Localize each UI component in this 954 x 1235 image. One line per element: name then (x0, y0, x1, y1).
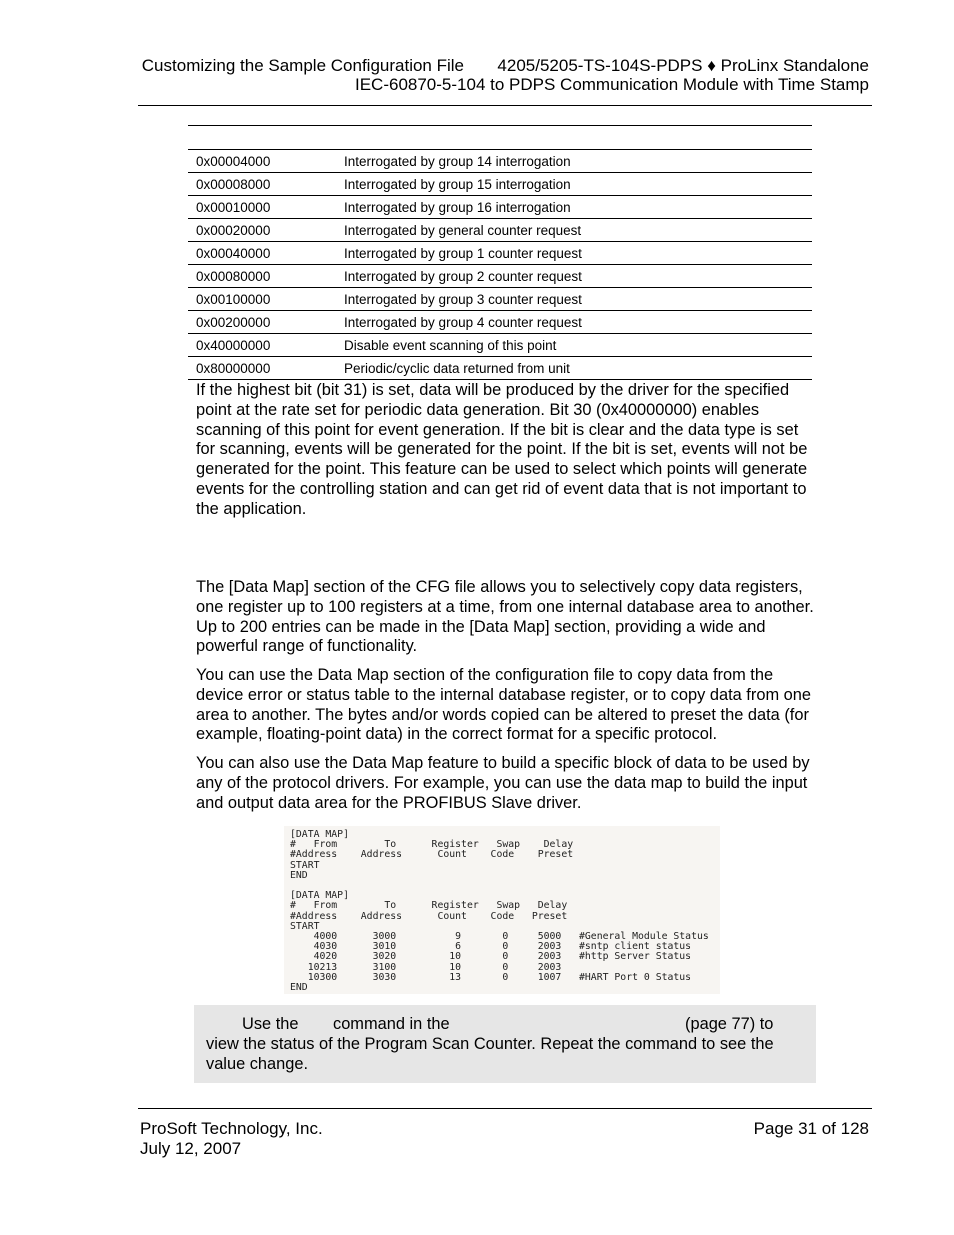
note-part1: Use the (242, 1015, 299, 1033)
table-row (188, 357, 812, 380)
footer-divider (138, 1108, 872, 1109)
footer-company: ProSoft Technology, Inc. (140, 1119, 323, 1138)
bit-code-cell: 0x40000000 (188, 334, 336, 357)
table-row (188, 150, 812, 173)
bit-code-cell: 0x00004000 (188, 150, 336, 173)
bit-description-cell: Interrogated by group 2 counter request (336, 265, 812, 288)
table-row (188, 311, 812, 334)
bit-description-cell: Interrogated by group 15 interrogation (336, 173, 812, 196)
header-section-title: Customizing the Sample Configuration File (141, 56, 464, 75)
paragraph-bit31: If the highest bit (bit 31) is set, data will be produced by the driver for the specified point at the rate set for periodic data generation. Bit 30 (0x40000000) enables scanning of this point for event generation. If the bit is clear and the data type is set for scanning, events will be generated for the point. If the bit is set, events will not be generated for the point. This feature can be used to select which points will generate events for the controlling station and can get rid of event data that is not important to the application. (196, 381, 808, 518)
table-row (188, 173, 812, 196)
footer-left (140, 1119, 323, 1159)
bit-flag-table (188, 149, 812, 380)
paragraph-data-map-usage: You can use the Data Map section of the configuration file to copy data from the device error or status table to the internal database register, or to copy data from one area to another. The bytes and/or words copied can be altered to preset the data (for example, floating-point data) in the correct format for a specific protocol. (196, 666, 811, 744)
bit-description-cell: Periodic/cyclic data returned from unit (336, 357, 812, 380)
table-top-rule (188, 125, 812, 126)
bit-code-cell: 0x00040000 (188, 242, 336, 265)
bit-description-cell: Interrogated by general counter request (336, 219, 812, 242)
bit-description-cell: Disable event scanning of this point (336, 334, 812, 357)
data-map-code-sample: [DATA MAP] # From To Register Swap Delay #Address Address Count Code Preset START END [DATA MAP] # From To Register Swap Delay #Address Address Count Code Preset START 4000 3000 9 0 5000 #General Module Status 4030 3010 6 0 2003 #sntp client status 4020 3020 10 0 2003 #http Server Status 10213 3100 10 0 2003 10300 3030 13 0 1007 #HART Port 0 Status END (284, 826, 720, 994)
bit-description-cell: Interrogated by group 1 counter request (336, 242, 812, 265)
footer-page-number: Page 31 of 128 (753, 1119, 869, 1138)
bit-code-cell: 0x00008000 (188, 173, 336, 196)
header-product-line1 (141, 56, 869, 76)
footer-date: July 12, 2007 (140, 1139, 242, 1158)
paragraph-data-map-build: You can also use the Data Map feature to build a specific block of data to be used by any of the protocol drivers. For example, you can use the data map to build the input and output data area for the PROFIBUS Slave driver. (196, 754, 810, 812)
bit-code-cell: 0x00100000 (188, 288, 336, 311)
note-part3: (page 77) to (685, 1015, 774, 1033)
table-row (188, 288, 812, 311)
table-row (188, 196, 812, 219)
header-product-line2: IEC-60870-5-104 to PDPS Communication Module with Time Stamp (354, 75, 869, 94)
header-divider (138, 105, 872, 106)
table-row (188, 219, 812, 242)
paragraph-data-map-intro: The [Data Map] section of the CFG file allows you to selectively copy data registers, one register up to 100 registers at a time, from one internal database area to another. Up to 200 entries can be made in the [Data Map] section, providing a wide and powerful range of functionality. (196, 578, 814, 656)
bit-description-cell: Interrogated by group 14 interrogation (336, 150, 812, 173)
bit-code-cell: 0x00010000 (188, 196, 336, 219)
note-part2: command in the (333, 1015, 450, 1033)
bit-description-cell: Interrogated by group 16 interrogation (336, 196, 812, 219)
bit-code-cell: 0x00020000 (188, 219, 336, 242)
bit-code-cell: 0x00200000 (188, 311, 336, 334)
bit-code-cell: 0x00080000 (188, 265, 336, 288)
table-row (188, 242, 812, 265)
table-row (188, 334, 812, 357)
table-row (188, 265, 812, 288)
header-product-name: 4205/5205-TS-104S-PDPS ♦ ProLinx Standalone (497, 56, 869, 75)
bit-description-cell: Interrogated by group 4 counter request (336, 311, 812, 334)
note-continuation: view the status of the Program Scan Counter. Repeat the command to see the value change. (206, 1035, 774, 1073)
bit-description-cell: Interrogated by group 3 counter request (336, 288, 812, 311)
tip-note-box (194, 1005, 816, 1083)
bit-code-cell: 0x80000000 (188, 357, 336, 380)
